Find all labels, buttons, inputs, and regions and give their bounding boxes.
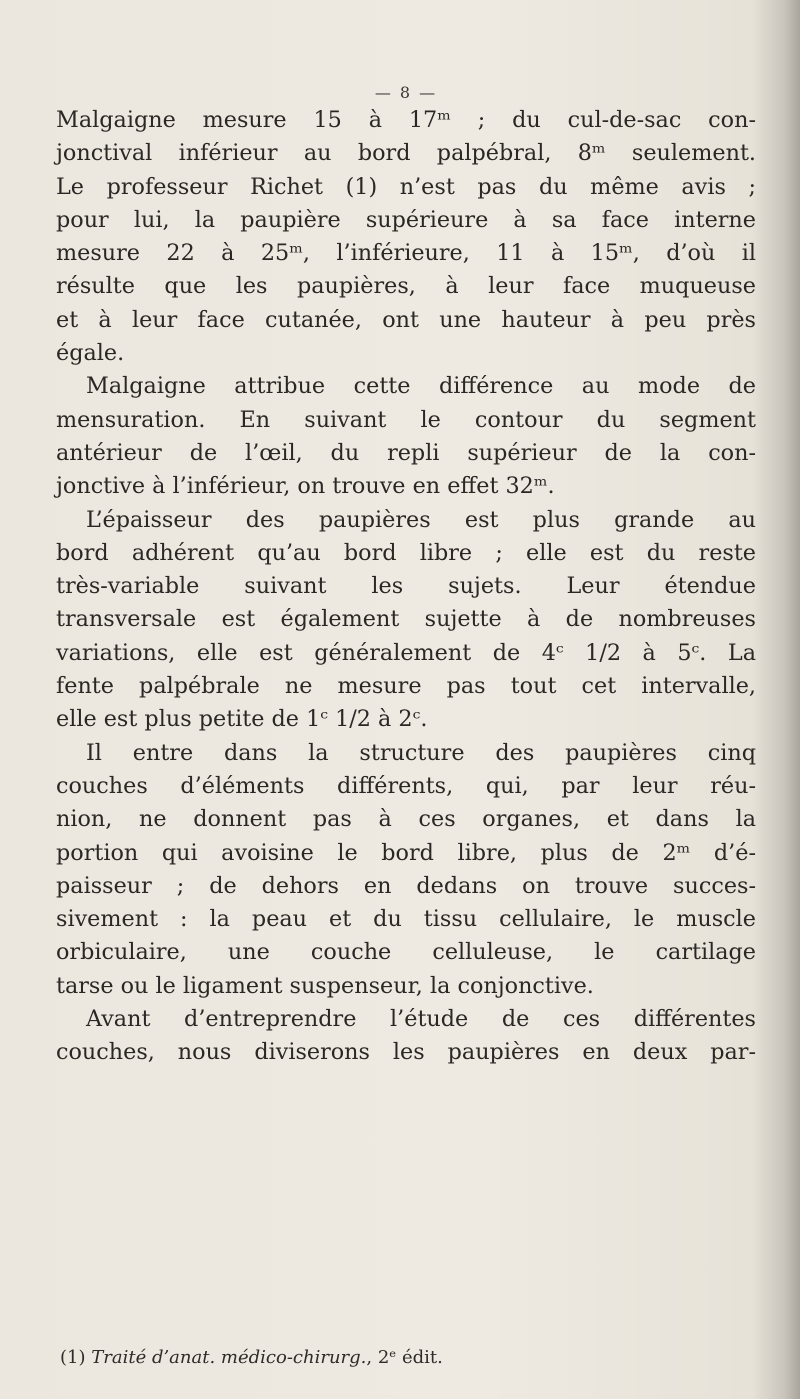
text-line: transversale est également sujette à de nombreuses xyxy=(56,606,756,633)
text-line: très-variable suivant les sujets. Leur étendue xyxy=(56,573,756,600)
paragraph-3 xyxy=(56,504,756,737)
text-line: variations, elle est généralement de 4ᶜ 1/2 à 5ᶜ. La xyxy=(56,639,756,666)
text-line: fente palpébrale ne mesure pas tout cet intervalle, xyxy=(56,673,756,700)
text-line: pour lui, la paupière supérieure à sa face interne xyxy=(56,206,756,233)
text-line: sivement : la peau et du tissu cellulaire, le muscle xyxy=(56,906,756,933)
text-line: antérieur de l’œil, du repli supérieur de la con- xyxy=(56,439,756,466)
text-line: L’épaisseur des paupières est plus grande au xyxy=(86,506,756,533)
footnote-edition: , 2ᵉ édit. xyxy=(366,1347,443,1368)
text-line: Malgaigne mesure 15 à 17ᵐ ; du cul-de-sac con- xyxy=(56,107,756,133)
text-line: portion qui avoisine le bord libre, plus de 2ᵐ d’é- xyxy=(56,839,756,866)
paragraph-1 xyxy=(56,104,756,370)
text-line: elle est plus petite de 1ᶜ 1/2 à 2ᶜ. xyxy=(56,706,428,733)
text-line: Malgaigne attribue cette différence au mode de xyxy=(86,373,756,400)
text-line: jonctive à l’inférieur, on trouve en effet 32ᵐ. xyxy=(56,473,555,500)
text-line: égale. xyxy=(56,340,125,367)
text-line: jonctival inférieur au bord palpébral, 8ᵐ seulement. xyxy=(56,140,756,167)
page-body xyxy=(56,80,756,1070)
text-line: orbiculaire, une couche celluleuse, le cartilage xyxy=(56,939,756,966)
text-line: nion, ne donnent pas à ces organes, et dans la xyxy=(56,806,756,833)
paragraph-2 xyxy=(56,370,756,503)
text-line: couches, nous diviserons les paupières en deux par- xyxy=(56,1039,756,1066)
footnote-book-title: Traité d’anat. médico-chirurg. xyxy=(91,1347,367,1368)
text-line: Avant d’entreprendre l’étude de ces différentes xyxy=(86,1006,756,1033)
text-line: Le professeur Richet (1) n’est pas du même avis ; xyxy=(56,173,756,200)
text-line: couches d’éléments différents, qui, par leur réu- xyxy=(56,772,756,799)
footnote-marker: (1) xyxy=(60,1347,86,1368)
text-line: résulte que les paupières, à leur face muqueuse xyxy=(56,273,756,300)
text-line: Il entre dans la structure des paupières cinq xyxy=(86,739,756,766)
text-line: paisseur ; de dehors en dedans on trouve succes- xyxy=(56,872,756,899)
text-line: et à leur face cutanée, ont une hauteur à peu près xyxy=(56,306,756,333)
text-line: mesure 22 à 25ᵐ, l’inférieure, 11 à 15ᵐ, d’où il xyxy=(56,240,756,267)
text-line: mensuration. En suivant le contour du segment xyxy=(56,406,756,433)
paragraph-5 xyxy=(56,1003,756,1070)
footnote xyxy=(60,1347,443,1368)
text-line: bord adhérent qu’au bord libre ; elle est du reste xyxy=(56,539,756,566)
paragraph-4 xyxy=(56,737,756,1003)
text-line: tarse ou le ligament suspenseur, la conjonctive. xyxy=(56,972,594,999)
page-number-header: — 8 — xyxy=(374,83,438,102)
